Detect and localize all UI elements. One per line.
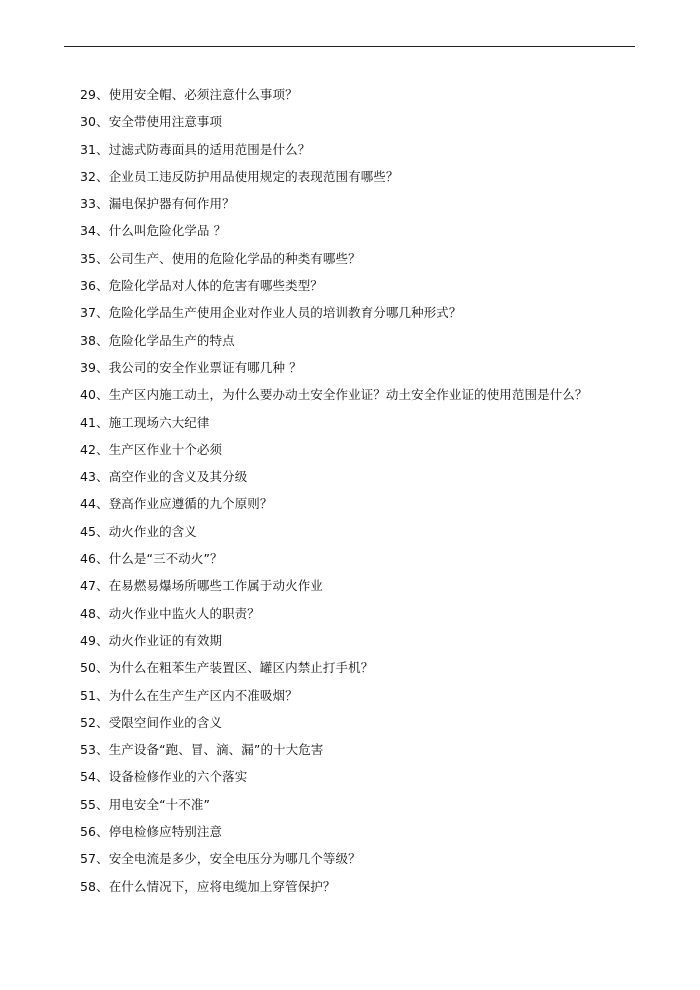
question-33: 33、漏电保护器有何作用？ bbox=[80, 196, 235, 212]
question-36: 36、危险化学品对人体的危害有哪些类型？ bbox=[80, 278, 323, 294]
question-47: 47、在易燃易爆场所哪些工作属于动火作业 bbox=[80, 578, 323, 594]
question-49: 49、动火作业证的有效期 bbox=[80, 632, 223, 648]
question-39: 39、我公司的安全作业票证有哪几种 ？ bbox=[80, 359, 302, 375]
question-30: 30、安全带使用注意事项 bbox=[80, 114, 223, 130]
header-divider bbox=[64, 46, 635, 47]
question-52: 52、受限空间作业的含义 bbox=[80, 714, 223, 730]
question-45: 45、动火作业的含义 bbox=[80, 523, 197, 539]
question-54: 54、设备检修作业的六个落实 bbox=[80, 769, 248, 785]
question-51: 51、为什么在生产生产区内不准吸烟？ bbox=[80, 687, 298, 703]
question-37: 37、危险化学品生产使用企业对作业人员的培训教育分哪几种形式？ bbox=[80, 305, 462, 321]
question-38: 38、危险化学品生产的特点 bbox=[80, 332, 235, 348]
question-50: 50、为什么在粗苯生产装置区、罐区内禁止打手机？ bbox=[80, 660, 374, 676]
question-44: 44、登高作业应遵循的九个原则？ bbox=[80, 496, 273, 512]
question-57: 57、安全电流是多少，安全电压分为哪几个等级？ bbox=[80, 851, 361, 867]
question-55: 55、用电安全“十不准” bbox=[80, 796, 211, 812]
question-32: 32、企业员工违反防护用品使用规定的表现范围有哪些？ bbox=[80, 168, 399, 184]
question-34: 34、什么叫危险化学品 ？ bbox=[80, 223, 227, 239]
question-list bbox=[80, 81, 588, 900]
question-53: 53、生产设备“跑、冒、滴、漏”的十大危害 bbox=[80, 742, 324, 758]
question-42: 42、生产区作业十个必须 bbox=[80, 441, 223, 457]
question-31: 31、过滤式防毒面具的适用范围是什么？ bbox=[80, 141, 311, 157]
question-43: 43、高空作业的含义及其分级 bbox=[80, 469, 248, 485]
question-40: 40、生产区内施工动土，为什么要办动土安全作业证？动土安全作业证的使用范围是什么？ bbox=[80, 387, 588, 403]
question-58: 58、在什么情况下，应将电缆加上穿管保护？ bbox=[80, 878, 336, 894]
question-56: 56、停电检修应特别注意 bbox=[80, 824, 223, 840]
question-41: 41、施工现场六大纪律 bbox=[80, 414, 210, 430]
question-48: 48、动火作业中监火人的职责？ bbox=[80, 605, 260, 621]
question-35: 35、公司生产、使用的危险化学品的种类有哪些？ bbox=[80, 250, 361, 266]
question-46: 46、什么是“三不动火”？ bbox=[80, 551, 223, 567]
question-29: 29、使用安全帽、必须注意什么事项？ bbox=[80, 87, 298, 102]
